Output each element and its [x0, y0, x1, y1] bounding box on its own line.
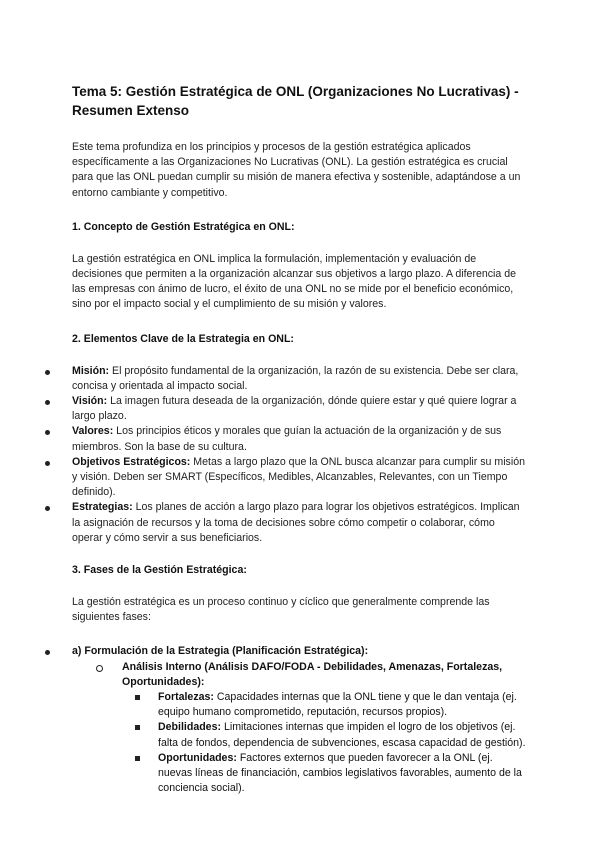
- list-item: [158, 690, 528, 720]
- item-text: Los planes de acción a largo plazo para lograr los objetivos estratégicos. Implican la asignación de recursos y la toma de decisiones sobre cómo competir o colaborar, cómo operar y cómo servir a sus beneficiarios.: [72, 501, 520, 544]
- list-item: [158, 751, 528, 797]
- section-1-paragraph: La gestión estratégica en ONL implica la formulación, implementación y evaluación de decisiones que permiten a la organización alcanzar sus objetivos a largo plazo. A diferencia de las empresas con ánimo de lucro, el éxito de una ONL no se mide por el beneficio económico, sino por el impacto social y el cumplimiento de su misión y valores.: [72, 252, 517, 311]
- item-text: Capacidades internas que la ONL tiene y que le dan ventaja (ej. equipo humano comprometido, reputación, recursos propios).: [158, 691, 517, 719]
- analysis-list: [122, 660, 528, 797]
- document-body: [72, 82, 528, 797]
- item-text: La imagen futura deseada de la organización, dónde quiere estar y qué quiere lograr a largo plazo.: [72, 395, 517, 423]
- list-item: [122, 660, 528, 797]
- section-3-paragraph: La gestión estratégica es un proceso continuo y cíclico que generalmente comprende las siguientes fases:: [72, 596, 490, 624]
- analysis-label: Análisis Interno (Análisis DAFO/FODA - Debilidades, Amenazas, Fortalezas, Oportunidades):: [122, 660, 503, 688]
- list-item: [0, 500, 528, 546]
- document-title: Tema 5: Gestión Estratégica de ONL (Organizaciones No Lucrativas) - Resumen Extenso: [72, 84, 519, 118]
- list-item: [158, 720, 528, 750]
- section-3-heading: 3. Fases de la Gestión Estratégica:: [72, 564, 247, 577]
- item-text: Factores externos que pueden favorecer a la ONL (ej. nuevas líneas de financiación, cambios legislativos favorables, aumento de la conciencia social).: [158, 751, 522, 795]
- item-term: Visión:: [72, 395, 108, 408]
- swot-list: [122, 690, 528, 796]
- item-term: Estrategias:: [72, 501, 133, 514]
- item-text: Los principios éticos y morales que guían la actuación de la organización y de sus miembros. Son la base de su cultura.: [72, 425, 502, 453]
- phase-a-label: a) Formulación de la Estrategia (Planificación Estratégica):: [72, 645, 369, 658]
- item-term: Fortalezas:: [158, 691, 214, 704]
- item-text: El propósito fundamental de la organización, la razón de su existencia. Debe ser clara, concisa y orientada al impacto social.: [72, 364, 519, 392]
- item-term: Misión:: [72, 364, 110, 377]
- item-term: Debilidades:: [158, 721, 221, 734]
- section-1-heading: 1. Concepto de Gestión Estratégica en ONL:: [72, 220, 295, 233]
- list-item: [0, 364, 528, 394]
- section-2-heading: 2. Elementos Clave de la Estrategia en ONL:: [72, 332, 294, 345]
- list-item: [0, 644, 528, 796]
- key-elements-list: [0, 364, 528, 546]
- item-term: Objetivos Estratégicos:: [72, 455, 191, 468]
- item-term: Oportunidades:: [158, 751, 237, 764]
- phases-list: [0, 644, 528, 796]
- list-item: [0, 455, 528, 501]
- item-text: Limitaciones internas que impiden el logro de los objetivos (ej. falta de fondos, dependencia de subvenciones, escasa capacidad de gestión).: [158, 721, 526, 749]
- list-item: [0, 394, 528, 424]
- list-item: [0, 424, 528, 454]
- item-term: Valores:: [72, 425, 114, 438]
- item-text: Metas a largo plazo que la ONL busca alcanzar para cumplir su misión y visión. Deben ser SMART (Específicos, Medibles, Alcanzables, Relevantes, con un Tiempo definido).: [72, 455, 525, 499]
- intro-paragraph: Este tema profundiza en los principios y procesos de la gestión estratégica aplicados específicamente a las Organizaciones No Lucrativas (ONL). La gestión estratégica es crucial para que las ONL puedan cumplir su misión de manera efectiva y sostenible, adaptándose a un entorno cambiante y competitivo.: [72, 141, 521, 199]
